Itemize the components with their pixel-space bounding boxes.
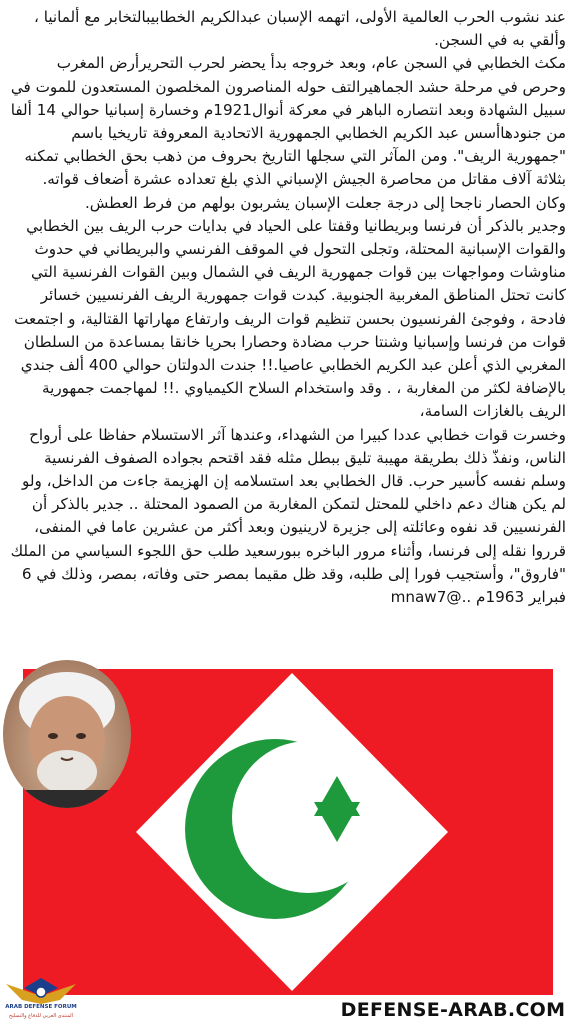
article-paragraph: عند نشوب الحرب العالمية الأولى، اتهمه الإسبان عبدالكريم الخطابيبالتخابر مع ألمانيا ، وألقي به في السجن. [33, 8, 566, 50]
forum-logo [2, 974, 80, 1022]
portrait-photo [3, 660, 131, 808]
forum-logo-subtitle: المنتدى العربي للدفاع والتسليح [8, 1013, 74, 1019]
article-paragraph: وخسرت قوات خطابي عددا كبيرا من الشهداء، وعندها آثر الاستسلام حفاظا على أرواح الناس، ونفذّ ذلك بطريقة مهيبة تليق ببطل مثله فقد اقتحم بجواده الصفوف الفرنسية وسلم نفسه كأسير حرب. قال الخطابي بعد استسلامه إن الهزيمة جاءت من الداخل، ولو لم يكن هناك دعم داخلي للمحتل لتمكن المغاربة من الصمود المحتلة .. جدير بالذكر أن الفرنسيين قد نفوه وعائلته إلى جزيرة لارينيون وبعد أكثر من عشرين عاما في المنفى، قرروا نقله إلى فرنسا، وأثناء مرور الباخره ببورسعيد طلب حق اللجوء السياسي من الملك "فاروق"، وأستجيب فورا إلى طلبه، وقد ظل مقيما بمصر حتى وفاته، بمصر، وذلك في 6 فبراير 1963م ..@mnaw7 [10, 425, 566, 607]
article-paragraph: وجدير بالذكر أن فرنسا وبريطانيا وقفتا على الحياد في بدايات حرب الريف بين الخطابي والقوات الإسبانية المحتلة، وتجلى التحول في الموقف الفرنسي والبريطاني في حدوث مناوشات ومواجهات بين قوات جمهورية الريف في الشمال وبين القوات الفرنسية التي كانت تحتل المناطق المغربية الجنوبية. كبدت قوات جمهورية الريف الفرنسيين خسائر فادحة ، وفوجئ الفرنسيون بحسن تنظيم قوات الريف وارتفاع مهاراتها القتالية، و اجتمعت قوات من فرنسا وإسبانيا وشنتا حرب مضادة وحصارا بحريا خانقا بمساعدة من السلطان المغربي الذي أعلن عبد الكريم الخطابي عاصيا.!! جندت الدولتان حوالي 400 ألف جندي بالإضافة لكثر من المغاربة ، . وقد واستخدام السلاح الكيمياوي .!! لمهاجمت جمهورية الريف بالغازات السامة، [14, 216, 566, 421]
article-text [10, 6, 566, 654]
site-watermark: DEFENSE-ARAB.COM [338, 997, 568, 1023]
forum-logo-title: ARAB DEFENSE FORUM [5, 1004, 77, 1010]
article-paragraph: مكث الخطابي في السجن عام، وبعد خروجه بدأ يحضر لحرب التحريرأرض المغرب وحرص في مرحلة حشد الجماهيرالتف حوله المناصرون المخلصون المستعدون للموت في سبيل الشهادة وبعد انتصاره الباهر في معركة أنوال1921م وخسارة إسبانيا حوالي 14 ألفا من جنودهاأسس عبد الكريم الخطابي الجمهورية الاتحادية المعروفة تاريخيا باسم "جمهورية الريف". ومن المآثر التي سجلها التاريخ بحروف من ذهب بحق الخطابي تمكنه بثلاثة آلاف مقاتل من محاصرة الجيش الإسباني الذي بلغ تعداده عشرة أضعاف قواته. وكان الحصار ناجحا إلى درجة جعلت الإسبان يشربون بولهم من فرط العطش. [10, 54, 566, 212]
